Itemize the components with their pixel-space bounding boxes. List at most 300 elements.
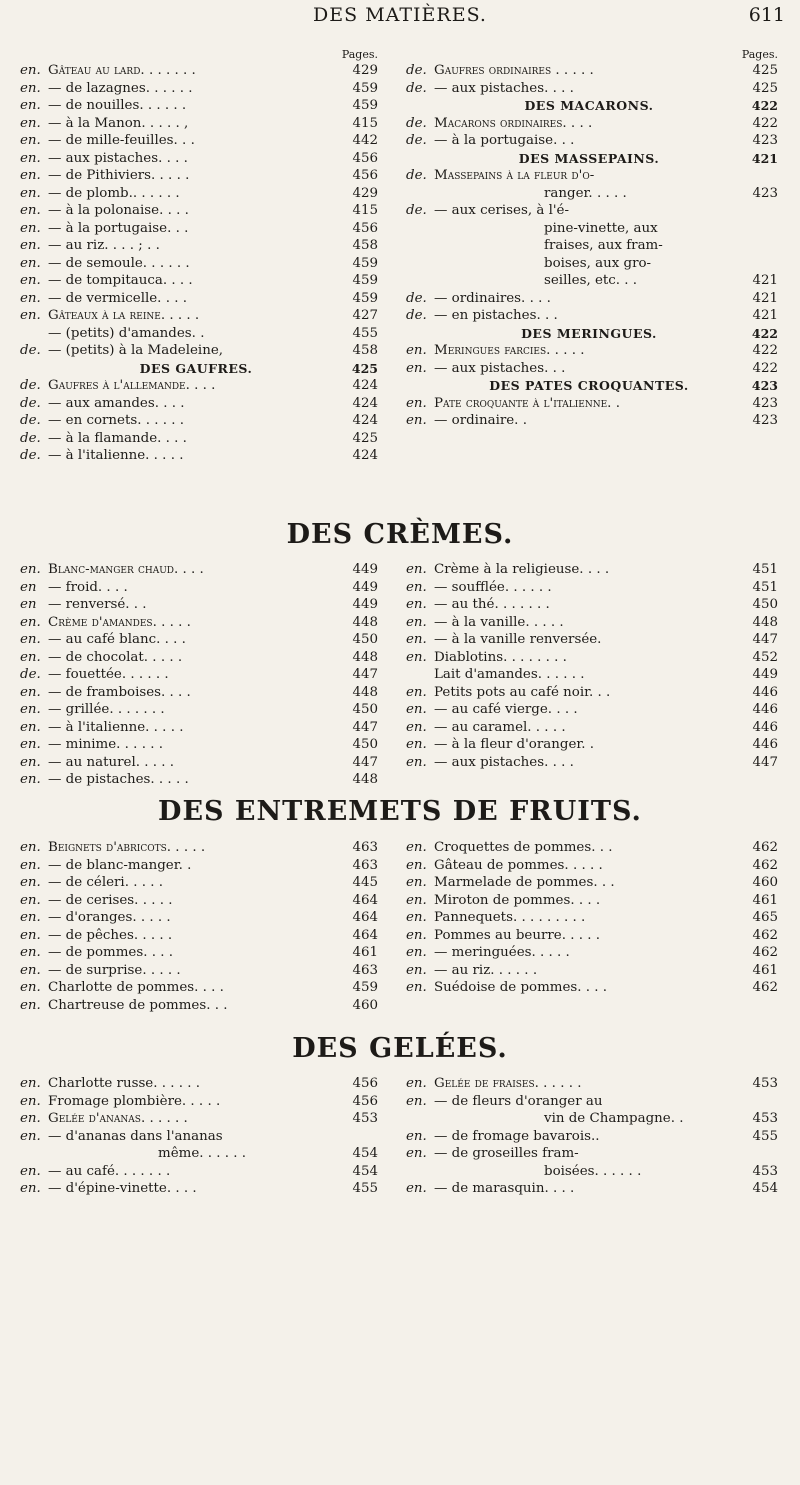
entry-page: 462 <box>752 927 778 943</box>
entry-page: 461 <box>352 945 378 960</box>
entry-text: Meringues farcies. . . . . <box>434 343 585 358</box>
entry-text: — meringuées. . . . . <box>434 945 570 960</box>
index-entry <box>406 702 778 720</box>
entry-page: 458 <box>352 238 378 253</box>
index-entry <box>20 151 378 169</box>
entry-prefix: en. <box>20 308 41 323</box>
entry-text: Diablotins. . . . . . . . <box>434 649 567 665</box>
pages-label: Pages. <box>741 48 778 61</box>
entry-page: 450 <box>352 632 378 647</box>
entry-text: — aux amandes. . . . <box>48 395 185 411</box>
entry-prefix: de. <box>20 395 41 411</box>
entry-prefix: en <box>20 597 37 612</box>
entry-page: 446 <box>752 702 778 717</box>
entry-prefix: en. <box>406 1076 427 1091</box>
subheading-macarons <box>406 98 778 116</box>
index-entry <box>406 1076 778 1094</box>
section-heading-entremets: DES ENTREMETS DE FRUITS. <box>158 796 642 827</box>
entry-text: — aux pistaches. . . <box>434 360 566 376</box>
entry-text: — (petits) à la Madeleine, <box>48 343 224 358</box>
entry-prefix: en. <box>20 910 41 925</box>
index-entry <box>406 597 778 615</box>
entry-text: Gâteau au lard. . . . . . . <box>48 63 196 78</box>
subheading-text: DES MACARONS. <box>524 98 654 113</box>
entry-page: 452 <box>752 649 778 665</box>
index-entry <box>406 273 778 291</box>
entry-page: 462 <box>752 857 778 873</box>
entry-page: 463 <box>352 962 378 978</box>
entry-text: Crème à la religieuse. . . . <box>434 562 610 577</box>
entry-text: — renversé. . . <box>48 597 147 612</box>
entry-text: — de vermicelle. . . . <box>48 290 187 306</box>
entry-text: — à la portugaise. . . <box>48 220 189 236</box>
entry-prefix: en. <box>20 255 41 271</box>
index-entry <box>406 343 778 361</box>
index-entry <box>20 63 378 81</box>
index-entry <box>20 238 378 256</box>
entry-prefix: en. <box>406 962 427 978</box>
entry-prefix: de. <box>20 448 41 463</box>
entry-page: 456 <box>352 168 378 183</box>
page-number: 611 <box>748 4 785 26</box>
entry-page: 454 <box>752 1181 778 1196</box>
entry-page: 453 <box>752 1163 778 1179</box>
index-entry <box>20 998 378 1016</box>
entry-text: — à la polonaise. . . . <box>48 203 189 218</box>
entry-prefix: de. <box>406 80 427 96</box>
index-entry <box>20 737 378 755</box>
entry-prefix: en. <box>406 562 427 577</box>
entry-text: — au riz. . . . . . <box>434 962 538 978</box>
entry-page: 448 <box>352 614 378 630</box>
index-entry <box>20 945 378 963</box>
entry-prefix: en. <box>20 115 41 131</box>
entry-prefix: en. <box>20 220 41 236</box>
index-entry <box>406 580 778 598</box>
entry-prefix: en. <box>406 857 427 873</box>
entry-text: Lait d'amandes. . . . . . <box>434 667 585 682</box>
pages-label: Pages. <box>341 48 378 61</box>
entry-text: Gaufres à l'allemande. . . . <box>48 378 216 393</box>
entry-page: 449 <box>352 562 378 577</box>
entry-prefix: en. <box>20 772 41 787</box>
index-entry <box>20 133 378 151</box>
entry-prefix: en. <box>406 875 427 890</box>
index-entry <box>20 772 378 790</box>
entry-page: 448 <box>352 772 378 787</box>
entry-prefix: en. <box>20 684 41 700</box>
entry-page: 462 <box>752 945 778 960</box>
entry-prefix: en. <box>20 63 41 78</box>
entry-prefix: en. <box>20 1093 41 1109</box>
entry-prefix: en. <box>406 1093 427 1109</box>
entry-text: — aux pistaches. . . . <box>434 754 574 770</box>
entry-prefix: en. <box>20 1128 41 1144</box>
index-entry <box>406 1146 778 1164</box>
index-entry <box>406 858 778 876</box>
entry-prefix: en. <box>406 719 427 735</box>
entry-prefix: en. <box>20 719 41 735</box>
entry-page: 423 <box>752 133 778 148</box>
index-entry <box>20 448 378 466</box>
subheading-gaufres <box>20 361 378 379</box>
index-column-gelees-right <box>406 1076 778 1199</box>
index-entry <box>406 720 778 738</box>
entry-text: — de pistaches. . . . . <box>48 772 189 787</box>
entry-prefix: en <box>20 579 37 595</box>
index-entry <box>20 273 378 291</box>
index-entry <box>406 875 778 893</box>
entry-text: — de pêches. . . . . <box>48 927 173 943</box>
entry-page: 464 <box>352 927 378 943</box>
entry-text: — de blanc-manger. . <box>48 857 192 873</box>
index-entry <box>20 378 378 396</box>
entry-text: Blanc-manger chaud. . . . <box>48 562 204 577</box>
entry-text: — à la portugaise. . . <box>434 133 575 148</box>
entry-page: 451 <box>752 579 778 595</box>
entry-text: — soufflée. . . . . . <box>434 579 552 595</box>
entry-text: Pate croquante à l'italienne. . <box>434 395 620 411</box>
index-entry <box>406 1129 778 1147</box>
entry-prefix: en. <box>20 980 41 995</box>
entry-text: Petits pots au café noir. . . <box>434 684 611 700</box>
entry-page: 461 <box>752 892 778 908</box>
entry-page: 451 <box>752 562 778 577</box>
entry-text: — au caramel. . . . . <box>434 719 566 735</box>
entry-page: 453 <box>352 1111 378 1126</box>
entry-prefix: de. <box>20 667 41 682</box>
entry-text: même. . . . . . <box>158 1146 247 1161</box>
entry-text: — de cerises. . . . . <box>48 892 173 908</box>
entry-text: — d'ananas dans l'ananas <box>48 1128 223 1144</box>
index-entry <box>20 632 378 650</box>
entry-page: 423 <box>752 185 778 201</box>
entry-text: — de pommes. . . . <box>48 945 174 960</box>
index-entry <box>20 291 378 309</box>
subheading-text: DES MASSEPAINS. <box>518 150 660 166</box>
entry-text: vin de Champagne. . <box>544 1111 684 1126</box>
entry-prefix: en. <box>406 649 427 665</box>
entry-prefix: en. <box>20 649 41 665</box>
entry-text: Macarons ordinaires. . . . <box>434 115 593 131</box>
entry-prefix: en. <box>406 945 427 960</box>
entry-text: — ordinaires. . . . <box>434 290 551 306</box>
index-entry <box>20 755 378 773</box>
entry-text: — au riz. . . . ; . . <box>48 238 160 253</box>
entry-text: — de chocolat. . . . . <box>48 649 183 665</box>
entry-prefix: en. <box>406 614 427 630</box>
section-heading-gelees: DES GELÉES. <box>292 1033 508 1064</box>
entry-text: pine-vinette, aux <box>544 220 658 236</box>
entry-prefix: en. <box>20 892 41 908</box>
entry-text: boises, aux gro- <box>544 255 652 271</box>
entry-page: 447 <box>352 754 378 770</box>
index-entry <box>406 562 778 580</box>
entry-prefix: en. <box>20 562 41 577</box>
entry-prefix: de. <box>20 343 41 358</box>
index-column-cremes-right <box>406 562 778 772</box>
entry-text: — aux pistaches. . . . <box>434 80 574 96</box>
entry-text: — à la Manon. . . . . , <box>48 115 189 131</box>
entry-text: — aux cerises, à l'é- <box>434 203 570 218</box>
entry-text: — d'épine-vinette. . . . <box>48 1181 197 1196</box>
entry-page: 424 <box>352 413 378 428</box>
entry-text: Gelée de fraises. . . . . . <box>434 1076 582 1091</box>
entry-page: 429 <box>352 63 378 78</box>
entry-text: — de Pithiviers. . . . . <box>48 168 190 183</box>
entry-text: — de mille-feuilles. . . <box>48 133 195 148</box>
entry-prefix: en. <box>20 203 41 218</box>
entry-text: — de surprise. . . . . <box>48 962 181 978</box>
index-entry <box>406 413 778 431</box>
entry-text: Massepains à la fleur d'o- <box>434 168 595 183</box>
entry-text: Chartreuse de pommes. . . <box>48 997 228 1013</box>
entry-text: — au café vierge. . . . <box>434 702 578 717</box>
subheading-pates-croquantes <box>406 378 778 396</box>
index-column-top-right <box>406 48 778 431</box>
subheading-meringues <box>406 326 778 344</box>
entry-text: — de framboises. . . . <box>48 684 191 700</box>
entry-page: 421 <box>752 308 778 323</box>
entry-prefix: en. <box>406 910 427 925</box>
index-entry <box>406 755 778 773</box>
index-entry <box>406 632 778 650</box>
index-entry <box>20 1076 378 1094</box>
entry-page: 460 <box>352 997 378 1013</box>
index-entry <box>20 1094 378 1112</box>
entry-page: 421 <box>752 290 778 306</box>
entry-text: — de nouilles. . . . . . <box>48 98 187 113</box>
entry-prefix: en. <box>20 290 41 306</box>
entry-page: 454 <box>352 1163 378 1179</box>
index-entry <box>406 928 778 946</box>
entry-page: 459 <box>352 98 378 113</box>
entry-prefix: en. <box>20 185 41 201</box>
index-entry <box>406 667 778 685</box>
entry-page: 449 <box>352 579 378 595</box>
entry-prefix: en. <box>20 98 41 113</box>
entry-page: 459 <box>352 980 378 995</box>
subheading-page: 425 <box>351 360 378 376</box>
index-entry <box>406 1094 778 1112</box>
entry-page: 424 <box>352 448 378 463</box>
entry-text: — de plomb.. . . . . . <box>48 185 180 201</box>
entry-prefix: de. <box>406 133 427 148</box>
entry-prefix: en. <box>20 997 41 1013</box>
entry-page: 453 <box>752 1076 778 1091</box>
entry-prefix: en. <box>406 737 427 752</box>
index-entry <box>20 597 378 615</box>
entry-text: — au thé. . . . . . . <box>434 597 550 612</box>
entry-page: 422 <box>752 360 778 376</box>
entry-text: — aux pistaches. . . . <box>48 150 188 166</box>
entry-prefix: en. <box>20 857 41 873</box>
entry-text: — à la vanille. . . . . <box>434 614 564 630</box>
entry-text: Gâteaux à la reine. . . . . <box>48 308 200 323</box>
entry-page: 456 <box>352 1093 378 1109</box>
entry-page: 465 <box>752 910 778 925</box>
entry-page: 446 <box>752 737 778 752</box>
index-entry <box>406 685 778 703</box>
index-entry <box>20 910 378 928</box>
subheading-text: DES PATES CROQUANTES. <box>489 378 689 393</box>
entry-text: Suédoise de pommes. . . . <box>434 980 608 995</box>
subheading-page: 421 <box>751 150 778 166</box>
index-entry <box>406 361 778 379</box>
entry-text: — au naturel. . . . . <box>48 754 175 770</box>
entry-text: — au café blanc. . . . <box>48 632 186 647</box>
subheading-page: 422 <box>751 98 778 113</box>
entry-page: 448 <box>752 614 778 630</box>
entry-page: 427 <box>352 308 378 323</box>
entry-page: 464 <box>352 910 378 925</box>
index-entry <box>20 858 378 876</box>
entry-prefix: en. <box>20 737 41 752</box>
index-column-cremes-left <box>20 562 378 790</box>
entry-text: boisées. . . . . . <box>544 1163 642 1179</box>
entry-prefix: en. <box>406 579 427 595</box>
entry-text: — d'oranges. . . . . <box>48 910 171 925</box>
entry-prefix: en. <box>20 840 41 855</box>
entry-text: Pannequets. . . . . . . . . <box>434 910 586 925</box>
index-entry <box>406 963 778 981</box>
index-entry <box>20 431 378 449</box>
entry-page: 456 <box>352 220 378 236</box>
entry-text: fraises, aux fram- <box>544 238 663 253</box>
entry-prefix: en. <box>20 927 41 943</box>
index-entry <box>406 945 778 963</box>
index-entry <box>20 1164 378 1182</box>
index-entry <box>406 308 778 326</box>
entry-page: 422 <box>752 343 778 358</box>
entry-page: 455 <box>352 325 378 341</box>
entry-page: 442 <box>352 133 378 148</box>
index-column-entremets-right <box>406 840 778 998</box>
entry-prefix: en. <box>406 413 427 428</box>
running-title: DES MATIÈRES. <box>313 4 487 26</box>
entry-page: 463 <box>352 840 378 855</box>
index-entry <box>20 580 378 598</box>
index-entry <box>406 1164 778 1182</box>
index-entry <box>20 893 378 911</box>
index-entry <box>20 840 378 858</box>
index-entry <box>20 875 378 893</box>
entry-page: 460 <box>752 875 778 890</box>
entry-page: 415 <box>352 115 378 131</box>
entry-page: 423 <box>752 395 778 411</box>
index-entry <box>406 1111 778 1129</box>
section-heading-cremes: DES CRÈMES. <box>286 519 514 550</box>
entry-page: 425 <box>752 80 778 96</box>
index-entry <box>20 928 378 946</box>
entry-text: — minime. . . . . . <box>48 737 163 752</box>
entry-prefix: en. <box>406 980 427 995</box>
entry-text: Gaufres ordinaires . . . . . <box>434 63 594 78</box>
entry-page: 462 <box>752 840 778 855</box>
index-entry <box>20 702 378 720</box>
entry-text: seilles, etc. . . <box>544 273 638 288</box>
entry-page: 461 <box>752 962 778 978</box>
entry-prefix: en. <box>20 1111 41 1126</box>
index-entry <box>20 81 378 99</box>
entry-page: 458 <box>352 343 378 358</box>
index-entry <box>20 963 378 981</box>
entry-prefix: en. <box>406 840 427 855</box>
index-entry <box>20 116 378 134</box>
index-entry <box>20 1111 378 1129</box>
entry-page: 455 <box>352 1181 378 1196</box>
entry-prefix: de. <box>406 308 427 323</box>
entry-text: Charlotte de pommes. . . . <box>48 980 224 995</box>
entry-page: 445 <box>352 875 378 890</box>
index-entry <box>20 1146 378 1164</box>
index-entry <box>20 203 378 221</box>
entry-prefix: en. <box>406 360 427 376</box>
index-entry <box>20 1181 378 1199</box>
entry-page: 425 <box>352 430 378 446</box>
entry-page: 464 <box>352 892 378 908</box>
index-entry <box>406 980 778 998</box>
entry-page: 447 <box>352 667 378 682</box>
entry-prefix: en. <box>406 395 427 411</box>
index-entry <box>20 308 378 326</box>
entry-prefix: en. <box>20 80 41 96</box>
entry-prefix: en. <box>406 927 427 943</box>
entry-prefix: en. <box>20 962 41 978</box>
entry-text: Beignets d'abricots. . . . . <box>48 840 206 855</box>
entry-prefix: en. <box>20 133 41 148</box>
index-entry <box>20 413 378 431</box>
index-entry <box>20 562 378 580</box>
entry-page: 447 <box>752 754 778 770</box>
subheading-text: DES GAUFRES. <box>139 360 253 376</box>
subheading-page: 423 <box>751 378 778 393</box>
entry-text: Pommes au beurre. . . . . <box>434 927 600 943</box>
index-entry <box>20 186 378 204</box>
entry-text: — à l'italienne. . . . . <box>48 448 184 463</box>
entry-text: — (petits) d'amandes. . <box>48 325 205 341</box>
entry-prefix: en. <box>20 875 41 890</box>
entry-text: — froid. . . . <box>48 579 128 595</box>
index-entry <box>20 343 378 361</box>
entry-text: — de céleri. . . . . <box>48 875 164 890</box>
entry-page: 449 <box>752 667 778 682</box>
index-entry <box>406 615 778 633</box>
entry-prefix: en. <box>20 1181 41 1196</box>
entry-page: 459 <box>352 80 378 96</box>
entry-prefix: de. <box>406 203 427 218</box>
entry-page: 415 <box>352 203 378 218</box>
entry-text: — en pistaches. . . <box>434 308 558 323</box>
entry-page: 449 <box>352 597 378 612</box>
entry-page: 448 <box>352 684 378 700</box>
subheading-page: 422 <box>751 325 778 341</box>
index-entry <box>20 667 378 685</box>
entry-page: 462 <box>752 980 778 995</box>
entry-prefix: de. <box>20 413 41 428</box>
entry-text: — de groseilles fram- <box>434 1146 579 1161</box>
entry-page: 446 <box>752 719 778 735</box>
entry-page: 422 <box>752 115 778 131</box>
index-entry <box>20 256 378 274</box>
entry-text: — à la flamande. . . . <box>48 430 187 446</box>
entry-prefix: de. <box>406 290 427 306</box>
entry-page: 455 <box>752 1128 778 1144</box>
index-entry <box>406 840 778 858</box>
entry-page: 447 <box>352 719 378 735</box>
index-entry <box>20 326 378 344</box>
index-entry <box>406 133 778 151</box>
